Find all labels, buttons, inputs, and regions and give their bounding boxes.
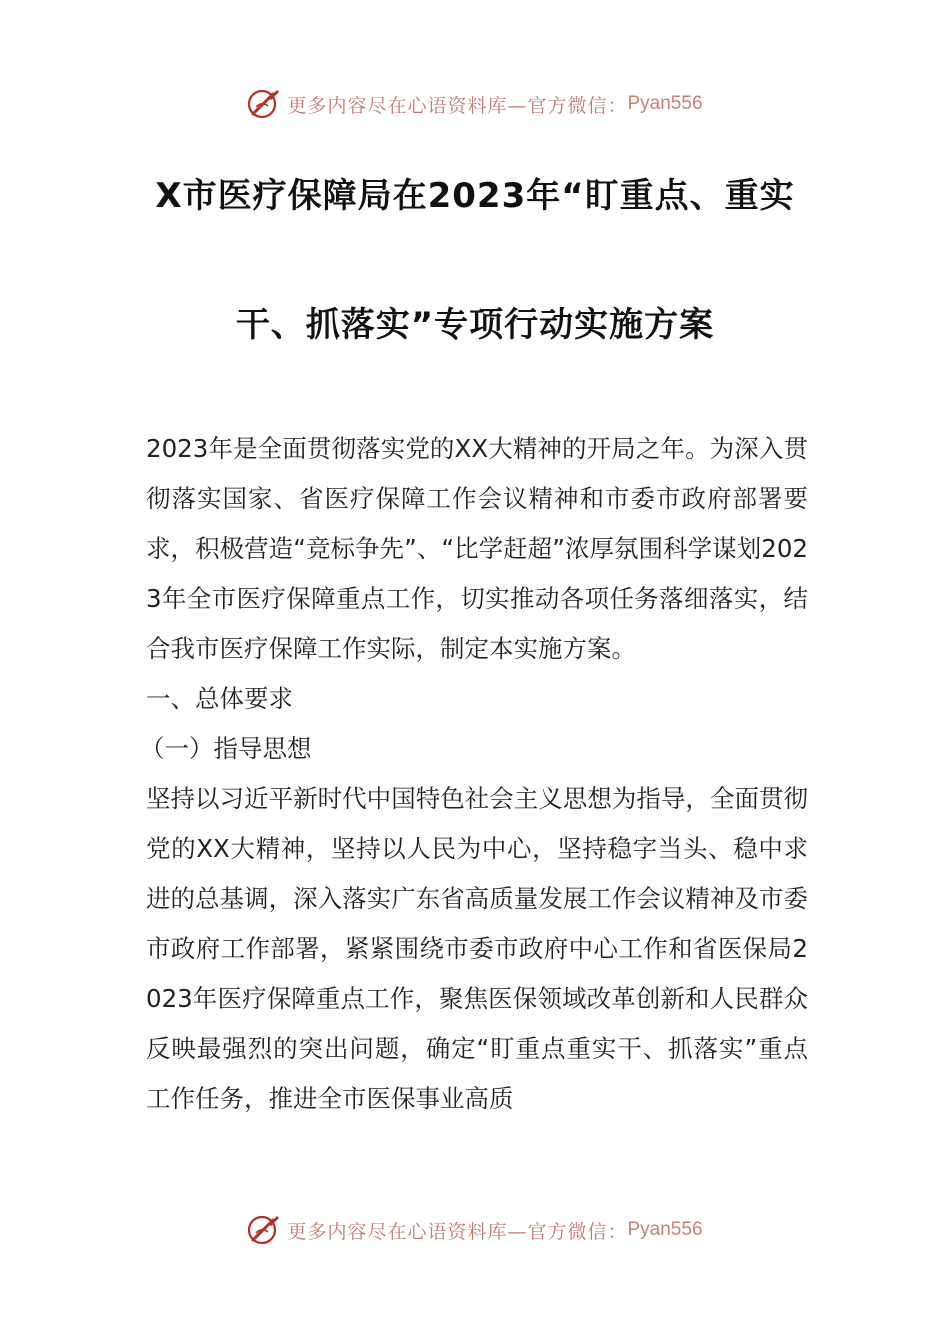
document-title-line-1: X市医疗保障局在2023年“盯重点、重实: [155, 176, 795, 216]
guiding-paragraph: 坚持以习近平新时代中国特色社会主义思想为指导，全面贯彻党的XX大精神，坚持以人民为中心，坚持稳字当头、稳中求进的总基调，深入落实广东省高质量发展工作会议精神及市委市政府工作部署，紧紧围绕市委市政府中心工作和省医保局2023年医疗保障重点工作，聚焦医保领域改革创新和人民群众反映最强烈的突出问题，确定“盯重点重实干、抓落实”重点工作任务，推进全市医保事业高质: [146, 784, 808, 1113]
watermark-banner-bottom: [0, 1208, 950, 1252]
watermark-banner-top: [0, 82, 950, 126]
document-body: [140, 424, 808, 1124]
watermark-text: 更多内容尽在心语资料库—官方微信：: [287, 94, 628, 117]
watermark-text: 更多内容尽在心语资料库—官方微信：: [287, 1220, 628, 1243]
section-heading: 一、总体要求: [146, 684, 293, 713]
watermark-wechat-id: Pyan556: [627, 93, 703, 114]
pen-logo-icon: [247, 1213, 281, 1247]
document-title-line-2: 干、抓落实”专项行动实施方案: [235, 305, 715, 345]
pen-logo-icon: [247, 87, 281, 121]
watermark-wechat-id: Pyan556: [627, 1219, 703, 1240]
subsection-heading: （一）指导思想: [140, 734, 312, 763]
intro-paragraph: 2023年是全面贯彻落实党的XX大精神的开局之年。为深入贯彻落实国家、省医疗保障工作会议精神和市委市政府部署要求，积极营造“竞标争先”、“比学赶超”浓厚氛围科学谋划2023年全市医疗保障重点工作，切实推动各项任务落细落实，结合我市医疗保障工作实际，制定本实施方案。: [146, 434, 808, 663]
